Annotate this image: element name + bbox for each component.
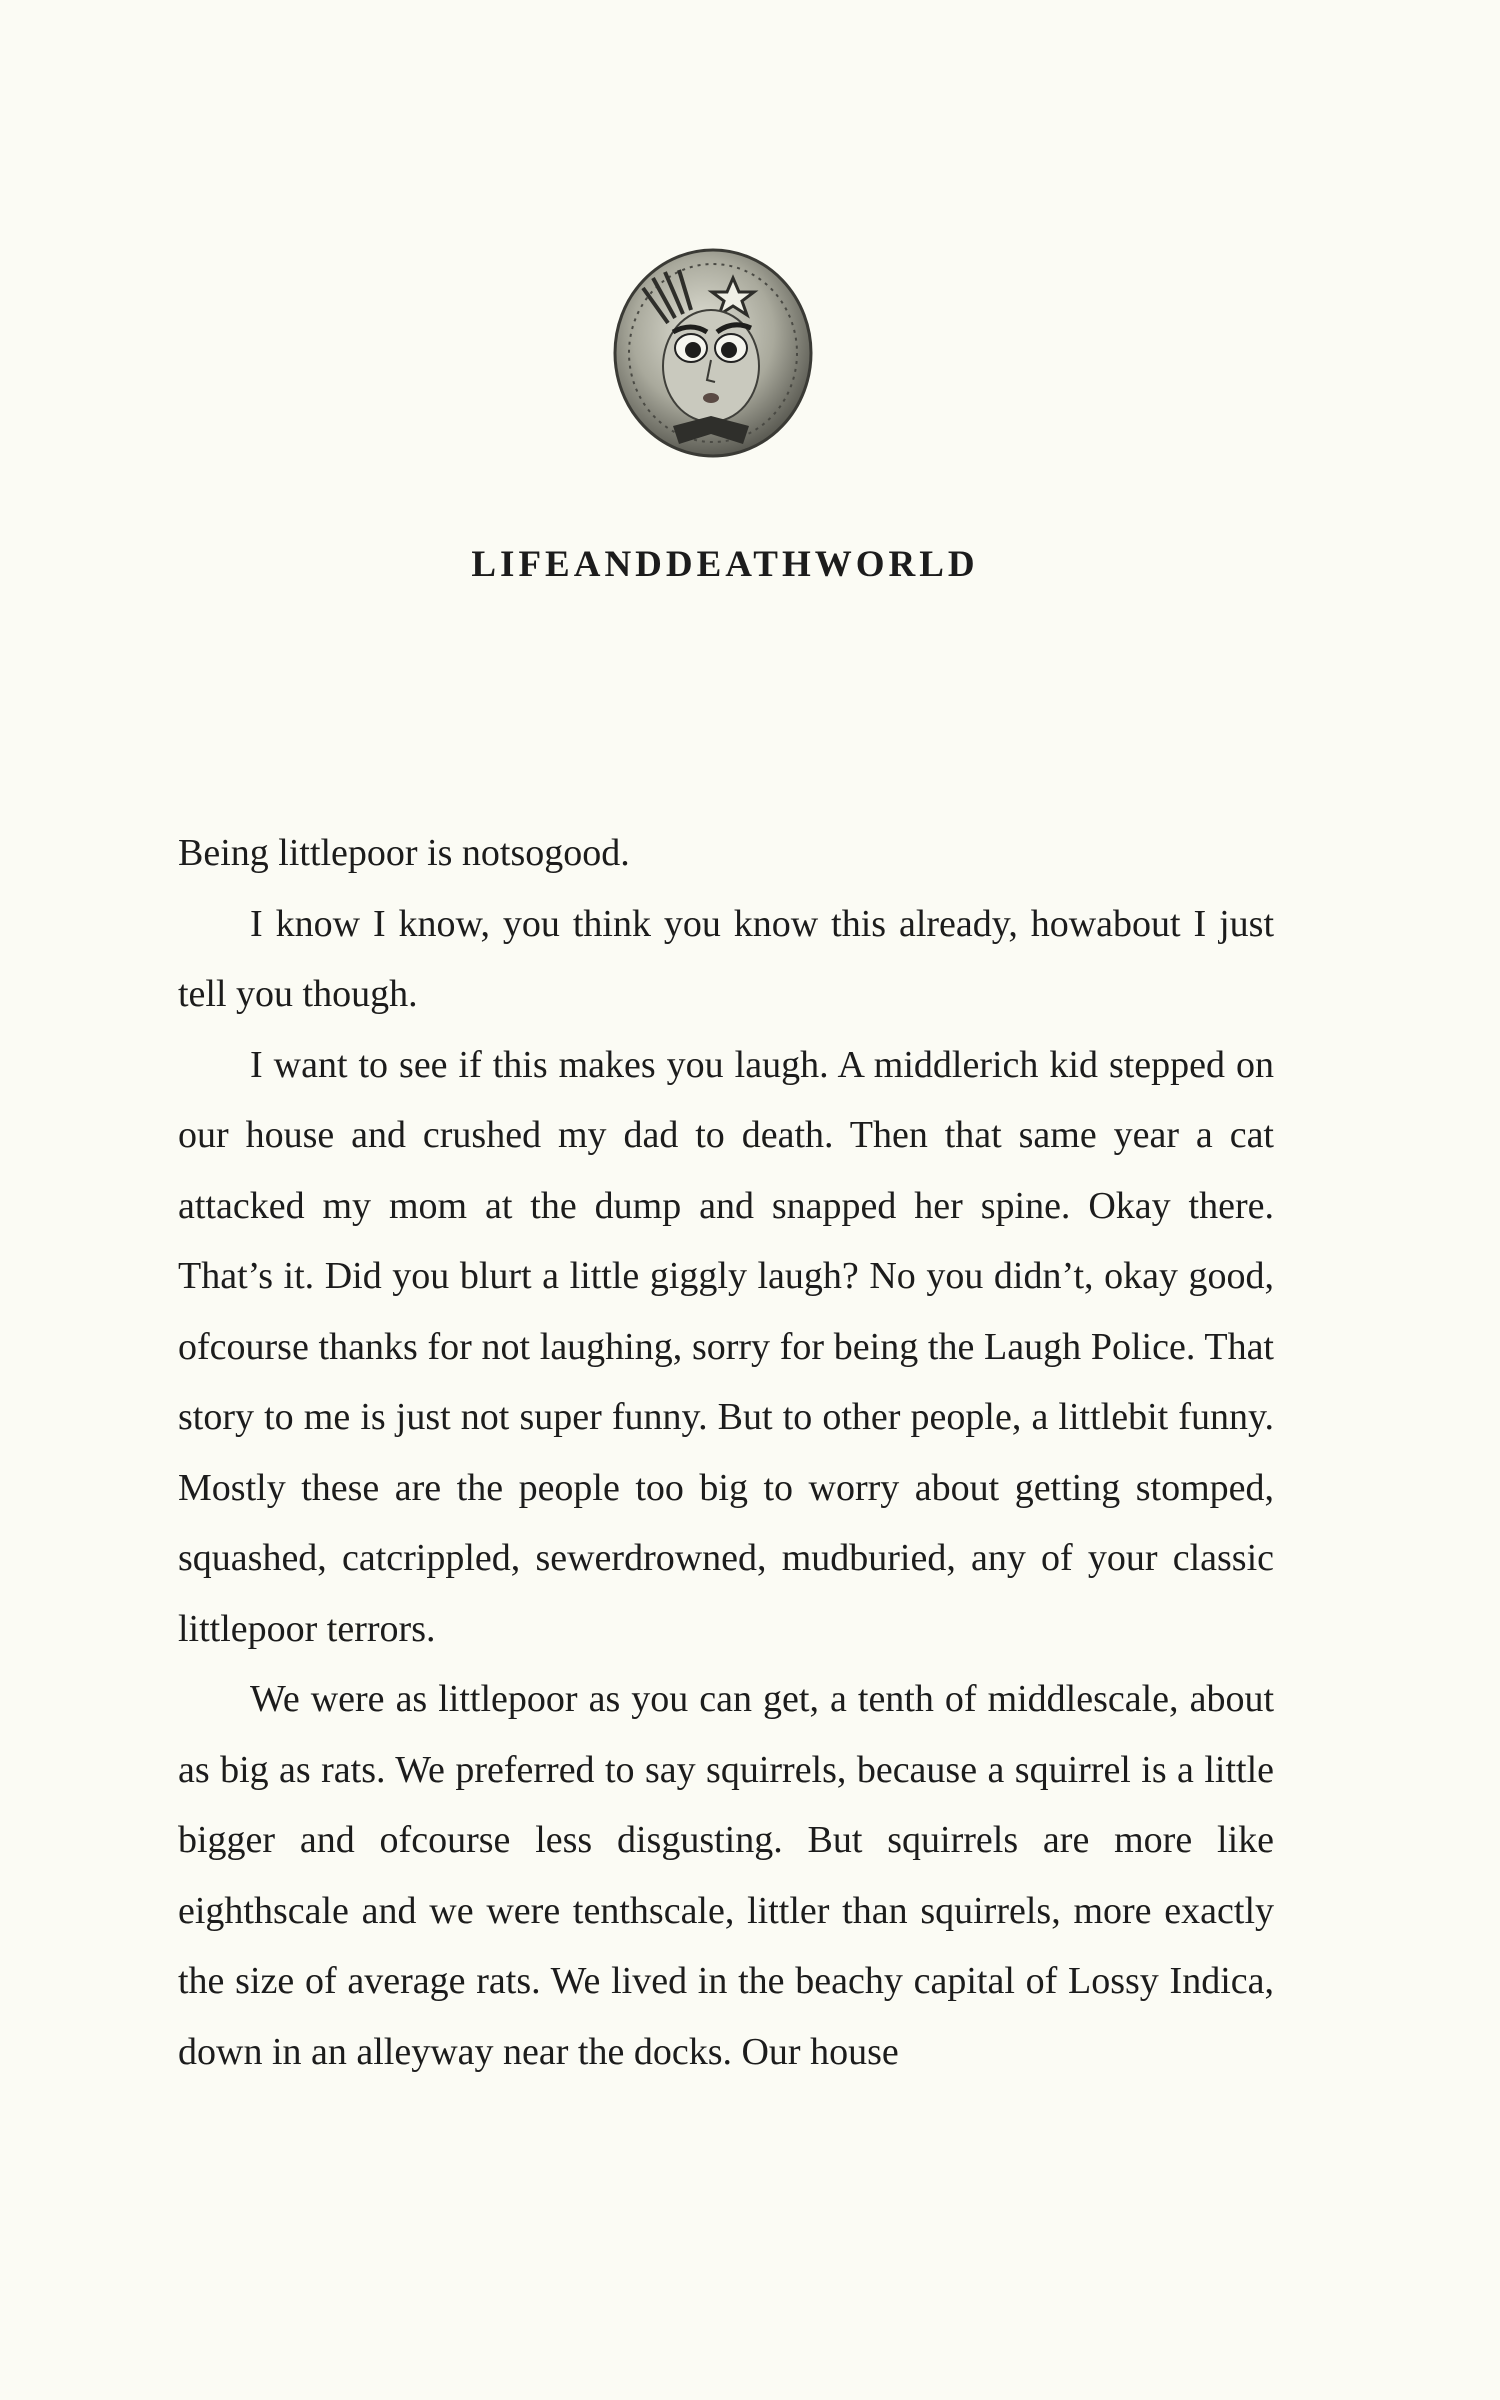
paragraph: Being littlepoor is notsogood. xyxy=(178,832,630,874)
body-text xyxy=(178,818,1274,2087)
paragraph: I know I know, you think you know this already, howabout I just tell you though. xyxy=(178,902,1274,1015)
chapter-title: LIFEANDDEATHWORLD xyxy=(471,544,979,585)
paragraph: We were as littlepoor as you can get, a tenth of middlescale, about as big as rats. We preferred to say squirrels, because a squirrel is a little bigger and ofcourse less disgusting. But squirrels are more like eighthscale and we were tenthscale, littler than squirrels, more exactly the size of average rats. We lived in the beachy capital of Lossy Indica, down in an alleyway near the docks. Our house xyxy=(178,1678,1274,2073)
paragraph: I want to see if this makes you laugh. A middlerich kid stepped on our house and crushed my dad to death. Then that same year a cat attacked my mom at the dump and snapped her spine. Okay there. That’s it. Did you blurt a little giggly laugh? No you didn’t, okay good, ofcourse thanks for not laughing, sorry for being the Laugh Police. That story to me is just not super funny. But to other people, a littlebit funny. Mostly these are the people too big to worry about getting stomped, squashed, catcrippled, sewerdrowned, mudburied, any of your classic littlepoor terrors. xyxy=(178,1043,1274,1650)
character-medallion-icon xyxy=(613,248,813,458)
